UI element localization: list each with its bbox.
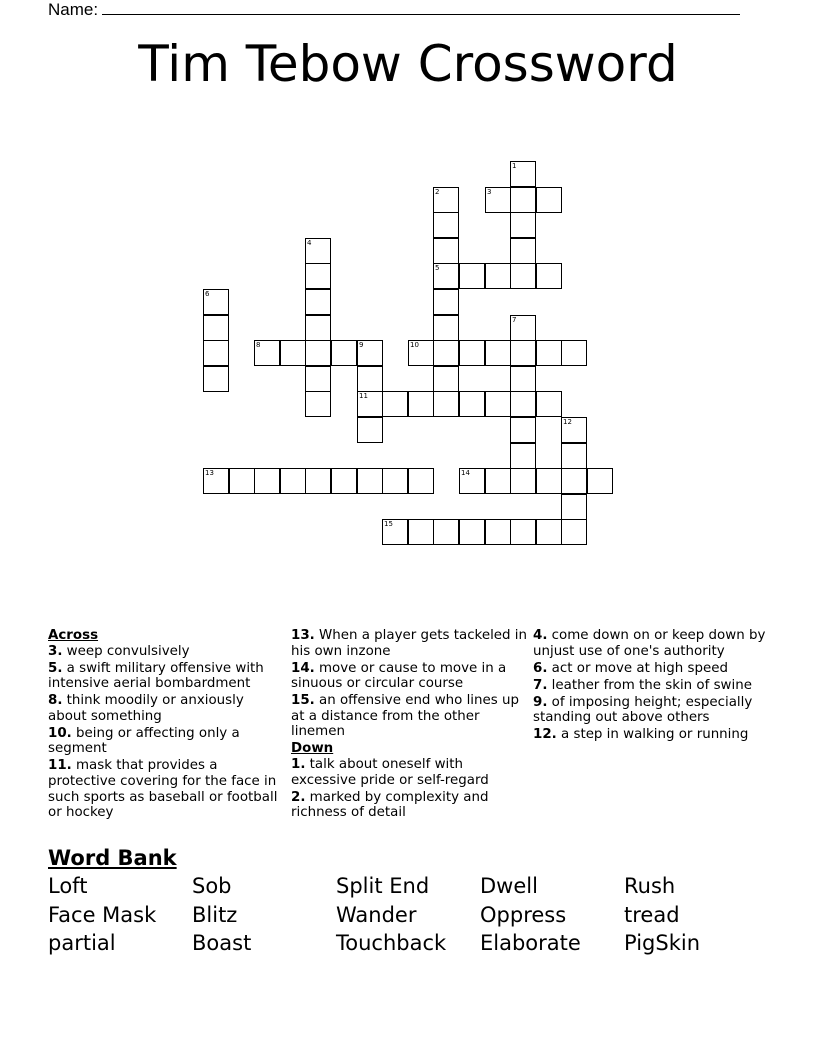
grid-cell[interactable] [305, 263, 331, 289]
down-clue [533, 628, 769, 659]
grid-cell[interactable] [485, 340, 511, 366]
word-bank-item: Face Mask [48, 902, 157, 927]
clue-text: think moodily or anxiously about something [48, 693, 244, 724]
grid-cell[interactable] [510, 519, 536, 545]
grid-cell[interactable] [280, 468, 306, 494]
grid-cell[interactable] [561, 468, 587, 494]
clue-text: weep convulsively [66, 643, 190, 659]
clue-num: 8. [48, 693, 63, 709]
clue-num: 12. [533, 727, 557, 743]
grid-cell[interactable] [510, 212, 536, 238]
grid-cell[interactable] [459, 519, 485, 545]
grid-cell[interactable] [587, 468, 613, 494]
clue-num: 11. [48, 758, 72, 774]
clue-num: 1. [291, 756, 306, 772]
grid-cell[interactable] [305, 289, 331, 315]
grid-cell[interactable] [382, 468, 408, 494]
word-bank-item: Touchback [336, 931, 447, 955]
across-clue [48, 661, 284, 692]
grid-cell[interactable] [357, 417, 383, 443]
grid-cell[interactable] [357, 340, 383, 366]
grid-cell[interactable] [510, 161, 536, 187]
grid-cell[interactable] [510, 468, 536, 494]
page-title: Tim Tebow Crossword [138, 35, 678, 93]
grid-cell[interactable] [459, 263, 485, 289]
down-clue [533, 727, 769, 743]
across-clue [48, 758, 284, 820]
grid-cell[interactable] [203, 366, 229, 392]
clue-text: move or cause to move in a sinuous or circular course [291, 660, 507, 692]
grid-cell[interactable] [536, 187, 562, 213]
clue-number: 15 [384, 520, 393, 528]
word-bank-item: Loft [48, 874, 88, 898]
grid-cell[interactable] [510, 238, 536, 264]
word-bank-item: Rush [624, 874, 676, 898]
grid-cell[interactable] [485, 519, 511, 545]
grid-cell[interactable] [305, 315, 331, 341]
down-clue [291, 757, 527, 788]
clue-text: talk about oneself with excessive pride or self-regard [291, 756, 489, 788]
grid-cell[interactable] [459, 340, 485, 366]
clue-num: 4. [533, 628, 548, 643]
grid-cell[interactable] [561, 494, 587, 520]
clue-number: 3 [487, 188, 492, 196]
grid-cell[interactable] [305, 366, 331, 392]
clue-number: 10 [410, 341, 419, 349]
across-clue [48, 693, 284, 724]
grid-cell[interactable] [280, 340, 306, 366]
clue-num: 15. [291, 693, 315, 709]
clue-text: a swift military offensive with intensive aerial bombardment [48, 660, 264, 692]
word-bank-item: tread [624, 902, 680, 927]
across-clue [291, 661, 527, 692]
clue-number: 6 [205, 290, 210, 298]
grid-cell[interactable] [408, 340, 434, 366]
clues-column-1 [48, 628, 284, 822]
grid-cell[interactable] [510, 443, 536, 469]
word-bank-item: Boast [192, 931, 252, 955]
clue-text: marked by complexity and richness of detail [291, 789, 489, 821]
clue-text: mask that provides a protective covering for the face in such sports as baseball or football or hockey [48, 758, 278, 821]
down-clue [533, 695, 769, 726]
grid-cell[interactable] [203, 468, 229, 494]
clue-number: 2 [435, 188, 440, 196]
clue-num: 10. [48, 725, 72, 741]
clue-number: 4 [307, 239, 312, 247]
grid-cell[interactable] [331, 340, 357, 366]
clue-section-header: Down [291, 741, 334, 757]
grid-cell[interactable] [485, 468, 511, 494]
grid-cell[interactable] [510, 263, 536, 289]
grid-cell[interactable] [433, 315, 459, 341]
clue-number: 12 [563, 418, 572, 426]
clue-section-header: Across [48, 628, 99, 643]
clues-column-3 [533, 628, 769, 744]
across-clue [48, 644, 284, 660]
grid-cell[interactable] [203, 340, 229, 366]
word-bank-item: partial [48, 931, 116, 955]
word-bank-item: Elaborate [480, 931, 581, 955]
clue-num: 14. [291, 660, 315, 676]
grid-cell[interactable] [357, 391, 383, 417]
grid-cell[interactable] [433, 212, 459, 238]
clue-text: leather from the skin of swine [551, 677, 752, 693]
clue-text: a step in walking or running [561, 727, 749, 743]
grid-cell[interactable] [433, 263, 459, 289]
grid-cell[interactable] [561, 519, 587, 545]
grid-cell[interactable] [561, 443, 587, 469]
clue-number: 13 [205, 469, 214, 477]
word-bank-item: Blitz [192, 902, 238, 927]
grid-cell[interactable] [229, 468, 255, 494]
clue-text: act or move at high speed [551, 660, 728, 676]
grid-cell[interactable] [536, 391, 562, 417]
clues-column-2 [291, 628, 527, 822]
grid-cell[interactable] [485, 263, 511, 289]
grid-cell[interactable] [433, 289, 459, 315]
across-clue [291, 693, 527, 740]
clue-num: 5. [48, 660, 63, 676]
grid-cell[interactable] [382, 519, 408, 545]
grid-cell[interactable] [510, 340, 536, 366]
grid-cell[interactable] [357, 468, 383, 494]
grid-cell[interactable] [510, 417, 536, 443]
grid-cell[interactable] [536, 519, 562, 545]
grid-cell[interactable] [459, 391, 485, 417]
grid-cell[interactable] [561, 340, 587, 366]
grid-cell[interactable] [485, 391, 511, 417]
grid-cell[interactable] [433, 340, 459, 366]
word-bank-item: Sob [192, 874, 232, 898]
grid-cell[interactable] [536, 468, 562, 494]
grid-cell[interactable] [331, 468, 357, 494]
word-bank-title: Word Bank [48, 846, 177, 870]
grid-cell[interactable] [536, 263, 562, 289]
word-bank-item: PigSkin [624, 931, 701, 955]
clue-number: 8 [256, 341, 261, 349]
grid-cell[interactable] [433, 187, 459, 213]
clue-number: 1 [512, 162, 517, 170]
clue-number: 14 [461, 469, 470, 477]
down-clue [533, 661, 769, 677]
grid-cell[interactable] [510, 315, 536, 341]
clue-number: 11 [359, 392, 368, 400]
grid-cell[interactable] [305, 340, 331, 366]
down-clue [533, 678, 769, 694]
clue-num: 3. [48, 643, 63, 659]
clue-num: 13. [291, 628, 315, 643]
clue-num: 6. [533, 660, 548, 676]
word-bank-item: Split End [336, 874, 430, 898]
grid-cell[interactable] [305, 391, 331, 417]
grid-cell[interactable] [408, 391, 434, 417]
word-bank-item: Dwell [480, 874, 538, 898]
grid-cell[interactable] [203, 315, 229, 341]
across-clue [291, 628, 527, 659]
clue-text: come down on or keep down by unjust use of one's authority [533, 628, 766, 659]
grid-cell[interactable] [408, 468, 434, 494]
grid-cell[interactable] [433, 391, 459, 417]
grid-cell[interactable] [357, 366, 383, 392]
clue-num: 9. [533, 694, 548, 710]
grid-cell[interactable] [561, 417, 587, 443]
clue-number: 7 [512, 316, 517, 324]
across-clue [48, 726, 284, 757]
clue-text: of imposing height; especially standing out above others [533, 694, 753, 726]
clue-text: being or affecting only a segment [48, 725, 240, 757]
name-label: Name: [48, 0, 99, 19]
grid-cell[interactable] [408, 519, 434, 545]
grid-cell[interactable] [433, 519, 459, 545]
grid-cell[interactable] [305, 238, 331, 264]
grid-cell[interactable] [203, 289, 229, 315]
clue-text: an offensive end who lines up at a distance from the other linemen [291, 693, 519, 740]
clue-num: 2. [291, 789, 306, 805]
grid-cell[interactable] [459, 468, 485, 494]
grid-cell[interactable] [433, 366, 459, 392]
down-clue [291, 790, 527, 821]
word-bank-item: Oppress [480, 902, 567, 927]
clue-number: 5 [435, 264, 440, 272]
grid-cell[interactable] [305, 468, 331, 494]
clue-number: 9 [359, 341, 364, 349]
grid-cell[interactable] [485, 187, 511, 213]
grid-cell[interactable] [510, 366, 536, 392]
clue-text: When a player gets tackeled in his own inzone [291, 628, 527, 659]
word-bank-item: Wander [336, 902, 417, 927]
grid-cell[interactable] [254, 468, 280, 494]
grid-cell[interactable] [510, 187, 536, 213]
clue-num: 7. [533, 677, 548, 693]
grid-cell[interactable] [382, 391, 408, 417]
grid-cell[interactable] [510, 391, 536, 417]
grid-cell[interactable] [536, 340, 562, 366]
grid-cell[interactable] [433, 238, 459, 264]
grid-cell[interactable] [254, 340, 280, 366]
